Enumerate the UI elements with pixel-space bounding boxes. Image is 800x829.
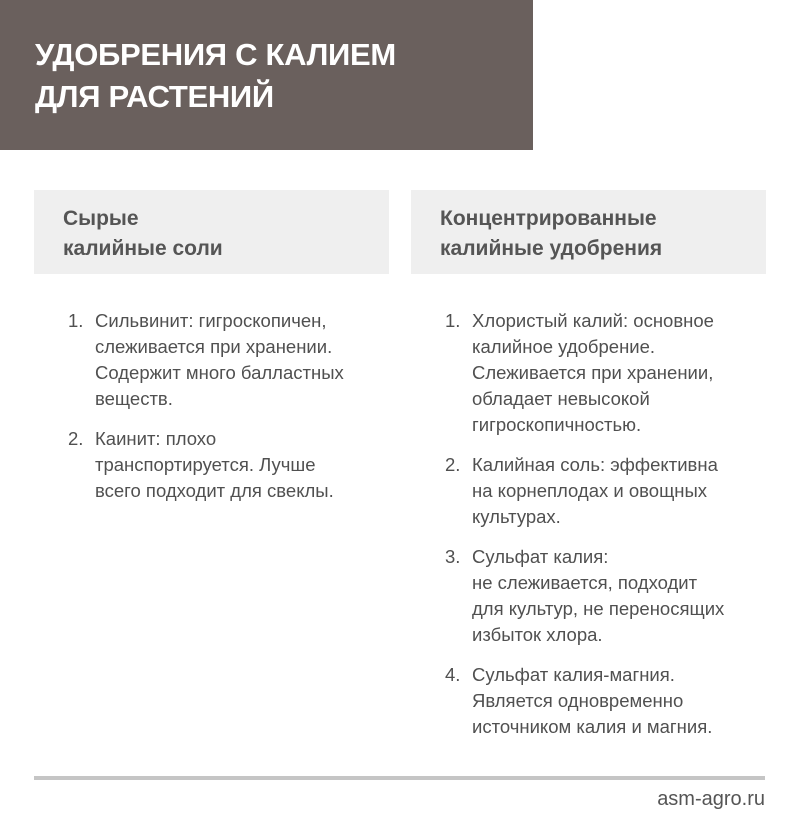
list-item [445, 452, 775, 530]
item-text-line: транспортируется. Лучше [95, 454, 316, 475]
item-text-line: избыток хлора. [472, 624, 603, 645]
item-number: 1. [445, 310, 461, 331]
item-text-line: Сульфат калия-магния. [472, 664, 675, 685]
item-text-line: Калийная соль: эффективна [472, 454, 718, 475]
item-text-line: Содержит много балластных [95, 362, 344, 383]
item-text-line: Каинит: плохо [95, 428, 217, 449]
column-heading-line: Сырые [63, 207, 139, 230]
item-text-line: Сильвинит: гигроскопичен, [95, 310, 327, 331]
item-number: 2. [445, 454, 461, 475]
item-text-line: слеживается при хранении. [95, 336, 333, 357]
list-item [68, 308, 388, 412]
list-item [68, 426, 388, 504]
list-item [445, 308, 775, 438]
item-text-line: гигроскопичностью. [472, 414, 642, 435]
page-title-line-1: УДОБРЕНИЯ С КАЛИЕМ [35, 37, 396, 72]
item-text-line: источником калия и магния. [472, 716, 713, 737]
item-number: 3. [445, 546, 461, 567]
item-number: 1. [68, 310, 84, 331]
title-banner [0, 0, 533, 150]
list-item [445, 544, 775, 648]
footer-divider [34, 776, 765, 780]
item-text-line: обладает невысокой [472, 388, 650, 409]
item-text-line: веществ. [95, 388, 173, 409]
item-text-line: Сульфат калия: [472, 546, 609, 567]
item-text-line: на корнеплодах и овощных [472, 480, 708, 501]
column-heading-line: калийные соли [63, 237, 223, 260]
item-text-line: для культур, не переносящих [472, 598, 725, 619]
column-header-concentrated [411, 190, 766, 274]
item-text-line: не слеживается, подходит [472, 572, 698, 593]
column-header-raw-salts [34, 190, 389, 274]
item-text-line: Слеживается при хранении, [472, 362, 714, 383]
footer-site-url[interactable]: asm-agro.ru [657, 788, 765, 810]
item-text-line: культурах. [472, 506, 561, 527]
item-text-line: Хлористый калий: основное [472, 310, 714, 331]
concentrated-fertilizers-list [445, 308, 775, 754]
list-item [445, 662, 775, 740]
item-text-line: всего подходит для свеклы. [95, 480, 334, 501]
item-number: 4. [445, 664, 461, 685]
page-title-line-2: ДЛЯ РАСТЕНИЙ [35, 79, 274, 114]
column-heading-line: Концентрированные [440, 207, 657, 230]
column-heading-line: калийные удобрения [440, 237, 663, 260]
item-number: 2. [68, 428, 84, 449]
item-text-line: калийное удобрение. [472, 336, 656, 357]
item-text-line: Является одновременно [472, 690, 684, 711]
raw-salts-list [68, 308, 388, 518]
